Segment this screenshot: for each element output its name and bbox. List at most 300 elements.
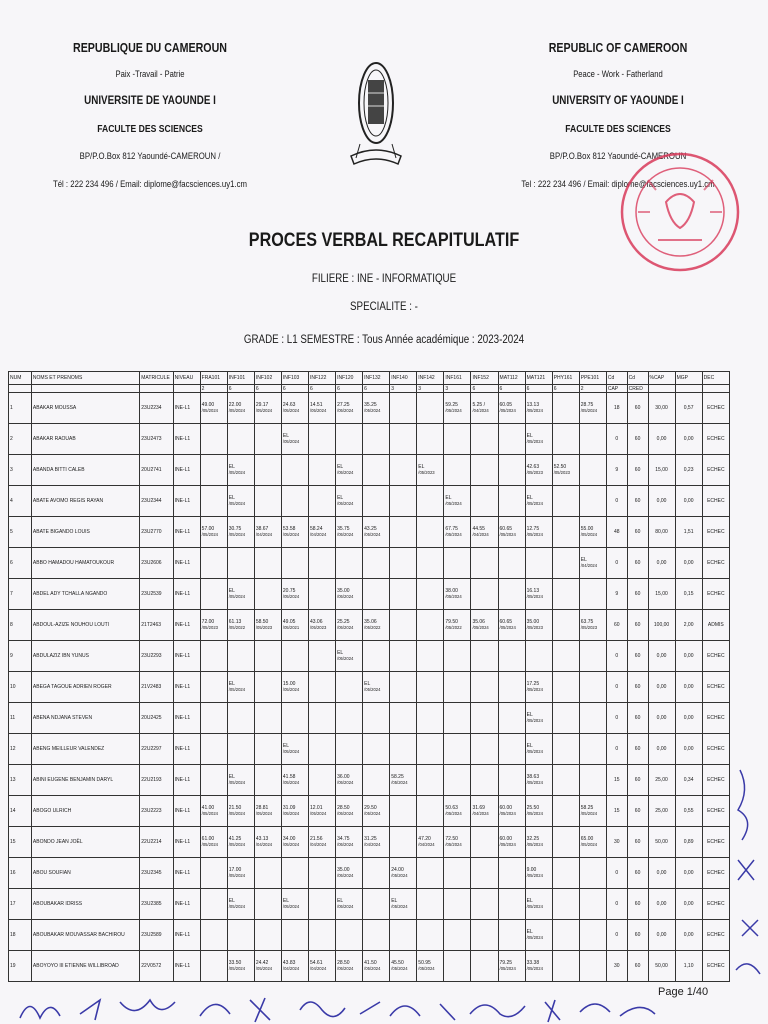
grade-mark: 15.00 xyxy=(282,681,296,687)
table-row xyxy=(9,424,730,455)
grade-date: /04/2024 xyxy=(282,966,300,971)
grade-cell xyxy=(281,579,308,610)
credits-cap-cell: 30 xyxy=(606,951,627,982)
row-number-cell: 4 xyxy=(9,486,32,517)
grade-mark: 58.24 xyxy=(309,526,323,532)
credit-cell xyxy=(675,385,702,393)
grade-cell xyxy=(498,486,525,517)
grade-date: /05/2024 xyxy=(228,842,246,847)
grade-date: /04/2024 xyxy=(580,563,598,568)
grade-mark: 38.00 xyxy=(445,588,458,594)
grade-date: /04/2024 xyxy=(309,532,327,537)
grade-cell xyxy=(498,393,525,424)
grade-cell xyxy=(417,672,444,703)
grade-mark: 21.56 xyxy=(309,836,323,842)
credit-cell: 3 xyxy=(390,385,417,393)
mgp-cell: 1,51 xyxy=(675,517,702,548)
grade-cell xyxy=(579,579,606,610)
grade-cell xyxy=(579,393,606,424)
grade-cell xyxy=(417,858,444,889)
grade-mark: 21.50 xyxy=(228,805,242,811)
table-row xyxy=(9,858,730,889)
grade-mark: 24.42 xyxy=(255,960,269,966)
table-row xyxy=(9,951,730,982)
student-name-cell: ABOUBAKAR MOUVASSAR BACHIROU xyxy=(31,920,139,951)
grade-date: /05/2023 xyxy=(526,470,543,475)
credit-cell: CAP xyxy=(606,385,627,393)
grade-cell xyxy=(308,858,335,889)
grade-mark: EL xyxy=(282,898,290,904)
column-header: INF103 xyxy=(281,372,308,385)
decision-cell: ECHEC xyxy=(702,951,729,982)
grade-cell xyxy=(227,734,254,765)
grade-date: /05/2024 xyxy=(201,842,218,847)
grade-date: /05/2024 xyxy=(499,532,516,537)
grade-cell xyxy=(308,579,335,610)
grade-cell xyxy=(254,889,281,920)
grade-date: /04/2024 xyxy=(309,842,327,847)
grade-cell xyxy=(471,579,498,610)
grade-date: /05/2024 xyxy=(580,408,598,413)
grade-cell xyxy=(336,858,363,889)
grade-cell xyxy=(308,424,335,455)
grade-mark: 50.95 xyxy=(418,960,431,966)
credits-cap-cell: 9 xyxy=(606,579,627,610)
grade-date: /05/2024 xyxy=(364,408,381,413)
grade-date: /05/2023 xyxy=(418,470,435,475)
grade-cell xyxy=(281,517,308,548)
table-row xyxy=(9,734,730,765)
row-number-cell: 6 xyxy=(9,548,32,579)
column-header: Cd xyxy=(606,372,627,385)
level-cell: INE-L1 xyxy=(173,889,200,920)
grade-cell xyxy=(498,641,525,672)
grade-cell xyxy=(579,610,606,641)
grade-cell xyxy=(471,610,498,641)
grade-date: /05/2024 xyxy=(337,594,354,599)
grade-date: /05/2024 xyxy=(255,408,273,413)
grade-cell xyxy=(336,455,363,486)
grade-cell xyxy=(444,548,471,579)
grade-mark: 60.00 xyxy=(499,805,513,811)
grade-cell xyxy=(200,734,227,765)
matricule-cell: 23U2473 xyxy=(140,424,173,455)
grade-date: /05/2024 xyxy=(391,873,408,878)
table-row xyxy=(9,517,730,548)
grade-cell xyxy=(471,951,498,982)
header-left xyxy=(0,40,300,190)
grade-cell xyxy=(579,920,606,951)
grade-mark: EL xyxy=(337,898,344,904)
decision-cell: ECHEC xyxy=(702,486,729,517)
grade-date: /05/2024 xyxy=(282,532,300,537)
grade-cell xyxy=(444,610,471,641)
grade-cell xyxy=(471,641,498,672)
grade-cell xyxy=(444,734,471,765)
grade-cell xyxy=(498,765,525,796)
contact-left: Tél : 222 234 496 / Email: diplome@facsciences.uy1.cm xyxy=(52,179,248,190)
credits-cap-cell: 0 xyxy=(606,486,627,517)
grade-cell xyxy=(498,951,525,982)
grade-mark: 33.38 xyxy=(526,960,540,966)
grade-cell xyxy=(390,517,417,548)
matricule-cell: 23U2344 xyxy=(140,486,173,517)
grade-mark: 36.00 xyxy=(337,774,350,780)
grade-line: GRADE : L1 SEMESTRE : Tous Année académique : 2023-2024 xyxy=(243,334,525,346)
grade-cell xyxy=(200,951,227,982)
percent-cap-cell: 15,00 xyxy=(648,455,675,486)
credits-cap-cell: 0 xyxy=(606,703,627,734)
grade-mark: 41.00 xyxy=(201,805,215,811)
grade-mark: 28.50 xyxy=(337,960,350,966)
column-header: PHY161 xyxy=(552,372,579,385)
grade-cell xyxy=(363,920,390,951)
grade-cell xyxy=(552,548,579,579)
grade-mark: 29.17 xyxy=(255,402,269,408)
grade-mark: EL xyxy=(228,495,235,501)
matricule-cell: 21V2483 xyxy=(140,672,173,703)
grade-date: /05/2023 xyxy=(201,625,218,630)
percent-cap-cell: 0,00 xyxy=(648,734,675,765)
grade-date: /05/2024 xyxy=(526,904,543,909)
grade-cell xyxy=(308,920,335,951)
grade-mark: EL xyxy=(337,464,344,470)
credit-cell: 6 xyxy=(498,385,525,393)
grade-cell xyxy=(200,486,227,517)
decision-cell: ECHEC xyxy=(702,672,729,703)
row-number-cell: 12 xyxy=(9,734,32,765)
grade-cell xyxy=(552,455,579,486)
grade-mark: EL xyxy=(337,650,344,656)
percent-cap-cell: 0,00 xyxy=(648,703,675,734)
level-cell: INE-L1 xyxy=(173,672,200,703)
grade-cell xyxy=(579,517,606,548)
grade-mark: 31.25 xyxy=(364,836,377,842)
credits-total-cell: 60 xyxy=(627,951,648,982)
grade-cell xyxy=(336,579,363,610)
matricule-cell: 23U2770 xyxy=(140,517,173,548)
student-name-cell: ABAKAR RAOUAB xyxy=(31,424,139,455)
address-right: BP/P.O.Box 812 Yaoundé-CAMEROUN xyxy=(549,151,687,162)
grade-cell xyxy=(308,889,335,920)
table-credits-row xyxy=(9,385,730,393)
grade-date: /05/2024 xyxy=(282,594,300,599)
grade-cell xyxy=(308,548,335,579)
grade-cell xyxy=(579,672,606,703)
credits-cap-cell: 0 xyxy=(606,920,627,951)
mgp-cell: 0,34 xyxy=(675,765,702,796)
grade-date: /05/2024 xyxy=(418,966,435,971)
decision-cell: ECHEC xyxy=(702,455,729,486)
grade-mark: 53.58 xyxy=(282,526,296,532)
grade-cell xyxy=(281,920,308,951)
grade-mark: 72.50 xyxy=(445,836,458,842)
grade-cell xyxy=(444,517,471,548)
mgp-cell: 0,89 xyxy=(675,827,702,858)
student-name-cell: ABAKAR MOUSSA xyxy=(31,393,139,424)
student-name-cell: ABENG MEILLEUR VALENDEZ xyxy=(31,734,139,765)
grade-date: /05/2024 xyxy=(526,532,543,537)
grade-cell xyxy=(281,734,308,765)
grade-cell xyxy=(390,827,417,858)
matricule-cell: 23U2589 xyxy=(140,920,173,951)
grade-cell xyxy=(254,765,281,796)
grade-cell xyxy=(363,889,390,920)
level-cell: INE-L1 xyxy=(173,641,200,672)
grade-mark: 31.09 xyxy=(282,805,296,811)
grade-mark: 34.75 xyxy=(337,836,350,842)
credits-cap-cell: 0 xyxy=(606,858,627,889)
column-header: INF102 xyxy=(254,372,281,385)
grade-cell xyxy=(417,765,444,796)
grade-cell xyxy=(525,641,552,672)
grade-cell xyxy=(308,610,335,641)
grade-cell xyxy=(336,920,363,951)
mgp-cell: 0,00 xyxy=(675,486,702,517)
grade-date: /05/2024 xyxy=(526,687,543,692)
mgp-cell: 0,00 xyxy=(675,703,702,734)
grade-cell xyxy=(552,393,579,424)
grade-cell xyxy=(227,548,254,579)
grade-mark: 28.81 xyxy=(255,805,269,811)
table-header-row xyxy=(9,372,730,385)
grade-cell xyxy=(417,889,444,920)
grade-cell xyxy=(471,424,498,455)
matricule-cell: 23U2223 xyxy=(140,796,173,827)
column-header: MAT121 xyxy=(525,372,552,385)
credits-cap-cell: 0 xyxy=(606,889,627,920)
grade-cell xyxy=(417,579,444,610)
grade-date: /05/2022 xyxy=(364,625,381,630)
credits-total-cell: 60 xyxy=(627,765,648,796)
grade-date: /05/2024 xyxy=(499,408,516,413)
decision-cell: ECHEC xyxy=(702,641,729,672)
grade-cell xyxy=(227,610,254,641)
matricule-cell: 22U2297 xyxy=(140,734,173,765)
grade-cell xyxy=(363,827,390,858)
grade-cell xyxy=(417,796,444,827)
grade-date: /05/2024 xyxy=(580,842,598,847)
grade-date: /05/2024 xyxy=(472,625,489,630)
grade-cell xyxy=(254,610,281,641)
grade-cell xyxy=(498,672,525,703)
grade-cell xyxy=(579,548,606,579)
grade-cell xyxy=(498,579,525,610)
table-row xyxy=(9,393,730,424)
grade-mark: 24.00 xyxy=(391,867,404,873)
grade-cell xyxy=(525,517,552,548)
level-cell: INE-L1 xyxy=(173,765,200,796)
grade-cell xyxy=(200,455,227,486)
grade-cell xyxy=(498,424,525,455)
grade-date: /04/2024 xyxy=(255,842,273,847)
decision-cell: ECHEC xyxy=(702,920,729,951)
student-name-cell: ABEGA TAGOUE ADRIEN ROGER xyxy=(31,672,139,703)
grade-cell xyxy=(308,672,335,703)
grade-cell xyxy=(390,796,417,827)
row-number-cell: 1 xyxy=(9,393,32,424)
grade-cell xyxy=(471,920,498,951)
grade-cell xyxy=(227,951,254,982)
grade-mark: 24.63 xyxy=(282,402,296,408)
grade-cell xyxy=(363,486,390,517)
grade-cell xyxy=(498,610,525,641)
university-name-en: UNIVERSITY OF YAOUNDE I xyxy=(552,93,684,107)
grade-mark: 38.67 xyxy=(255,526,269,532)
student-name-cell: ABDEL ADY TCHALLA NGANDO xyxy=(31,579,139,610)
grade-cell xyxy=(200,920,227,951)
motto-fr: Paix -Travail - Patrie xyxy=(115,69,185,79)
grade-cell xyxy=(200,393,227,424)
mgp-cell: 0,00 xyxy=(675,889,702,920)
grade-cell xyxy=(227,672,254,703)
grade-date: /04/2024 xyxy=(309,966,327,971)
grade-cell xyxy=(471,796,498,827)
grade-date: /05/2024 xyxy=(228,594,246,599)
credit-cell: 6 xyxy=(254,385,281,393)
grade-date: /05/2024 xyxy=(282,749,300,754)
grade-mark: EL xyxy=(282,743,290,749)
grade-mark: 41.25 xyxy=(228,836,242,842)
grade-cell xyxy=(471,486,498,517)
grade-cell xyxy=(417,393,444,424)
grade-cell xyxy=(390,858,417,889)
grade-date: /05/2024 xyxy=(337,811,354,816)
grade-cell xyxy=(281,951,308,982)
grade-mark: 72.00 xyxy=(201,619,215,625)
grade-date: /05/2024 xyxy=(282,904,300,909)
grade-cell xyxy=(200,858,227,889)
grade-date: /04/2024 xyxy=(472,811,489,816)
row-number-cell: 9 xyxy=(9,641,32,672)
grade-cell xyxy=(200,610,227,641)
grade-cell xyxy=(525,548,552,579)
grade-cell xyxy=(336,517,363,548)
row-number-cell: 2 xyxy=(9,424,32,455)
grade-date: /04/2024 xyxy=(418,842,435,847)
level-cell: INE-L1 xyxy=(173,486,200,517)
column-header: FRA101 xyxy=(200,372,227,385)
grade-mark: 60.05 xyxy=(499,402,513,408)
grade-cell xyxy=(444,672,471,703)
university-name-fr: UNIVERSITE DE YAOUNDE I xyxy=(84,93,216,107)
grade-cell xyxy=(498,827,525,858)
grade-cell xyxy=(254,858,281,889)
grade-cell xyxy=(363,703,390,734)
credits-cap-cell: 15 xyxy=(606,765,627,796)
credits-total-cell: 60 xyxy=(627,455,648,486)
column-header: INF140 xyxy=(390,372,417,385)
level-cell: INE-L1 xyxy=(173,858,200,889)
grade-date: /05/2024 xyxy=(228,470,246,475)
matricule-cell: 22U2193 xyxy=(140,765,173,796)
matricule-cell: 22U2214 xyxy=(140,827,173,858)
grade-cell xyxy=(390,424,417,455)
grade-cell xyxy=(579,486,606,517)
grade-cell xyxy=(308,951,335,982)
grade-mark: 49.05 xyxy=(282,619,296,625)
grade-cell xyxy=(471,858,498,889)
grade-cell xyxy=(281,641,308,672)
grade-date: /05/2024 xyxy=(337,873,354,878)
grade-date: /05/2024 xyxy=(228,811,246,816)
decision-cell: ECHEC xyxy=(702,858,729,889)
percent-cap-cell: 0,00 xyxy=(648,889,675,920)
grade-date: /05/2024 xyxy=(526,811,543,816)
grade-cell xyxy=(552,424,579,455)
grade-cell xyxy=(281,548,308,579)
credits-total-cell: 60 xyxy=(627,486,648,517)
table-row xyxy=(9,455,730,486)
table-row xyxy=(9,827,730,858)
column-header: PPE101 xyxy=(579,372,606,385)
grade-cell xyxy=(363,734,390,765)
grade-cell xyxy=(200,796,227,827)
decision-cell: ECHEC xyxy=(702,796,729,827)
filiere-line: FILIERE : INE - INFORMATIQUE xyxy=(311,273,457,285)
grade-mark: 79.25 xyxy=(499,960,513,966)
grade-cell xyxy=(552,703,579,734)
grade-cell xyxy=(254,920,281,951)
grade-cell xyxy=(525,610,552,641)
credits-total-cell: 60 xyxy=(627,827,648,858)
grade-cell xyxy=(363,455,390,486)
grade-cell xyxy=(254,703,281,734)
grade-mark: EL xyxy=(282,433,290,439)
grade-cell xyxy=(552,579,579,610)
grade-cell xyxy=(390,579,417,610)
grade-cell xyxy=(444,827,471,858)
grade-mark: 33.50 xyxy=(228,960,242,966)
grade-cell xyxy=(363,610,390,641)
grade-mark: 34.00 xyxy=(282,836,296,842)
matricule-cell: 23U2345 xyxy=(140,858,173,889)
row-number-cell: 18 xyxy=(9,920,32,951)
grade-cell xyxy=(336,548,363,579)
grade-cell xyxy=(390,455,417,486)
grade-cell xyxy=(444,796,471,827)
grade-cell xyxy=(200,517,227,548)
grade-date: /05/2024 xyxy=(526,780,543,785)
column-header: %CAP xyxy=(648,372,675,385)
grade-cell xyxy=(417,641,444,672)
credits-total-cell: 60 xyxy=(627,703,648,734)
table-row xyxy=(9,610,730,641)
grade-mark: EL xyxy=(526,743,533,749)
grade-cell xyxy=(227,920,254,951)
grade-cell xyxy=(417,827,444,858)
grade-cell xyxy=(200,424,227,455)
grade-date: /05/2024 xyxy=(364,687,381,692)
grade-cell xyxy=(336,827,363,858)
table-row xyxy=(9,889,730,920)
table-row xyxy=(9,703,730,734)
grade-mark: 29.50 xyxy=(364,805,377,811)
grade-date: /05/2024 xyxy=(445,842,462,847)
table-row xyxy=(9,486,730,517)
credit-cell: 6 xyxy=(525,385,552,393)
matricule-cell: 21T2463 xyxy=(140,610,173,641)
credits-cap-cell: 0 xyxy=(606,548,627,579)
grade-mark: 12.01 xyxy=(309,805,323,811)
page-number: Page 1/40 xyxy=(655,986,711,998)
grade-date: /05/2024 xyxy=(337,966,354,971)
grade-cell xyxy=(552,827,579,858)
mgp-cell: 1,10 xyxy=(675,951,702,982)
grade-cell xyxy=(227,796,254,827)
grade-cell xyxy=(254,455,281,486)
grade-date: /05/2024 xyxy=(445,811,462,816)
